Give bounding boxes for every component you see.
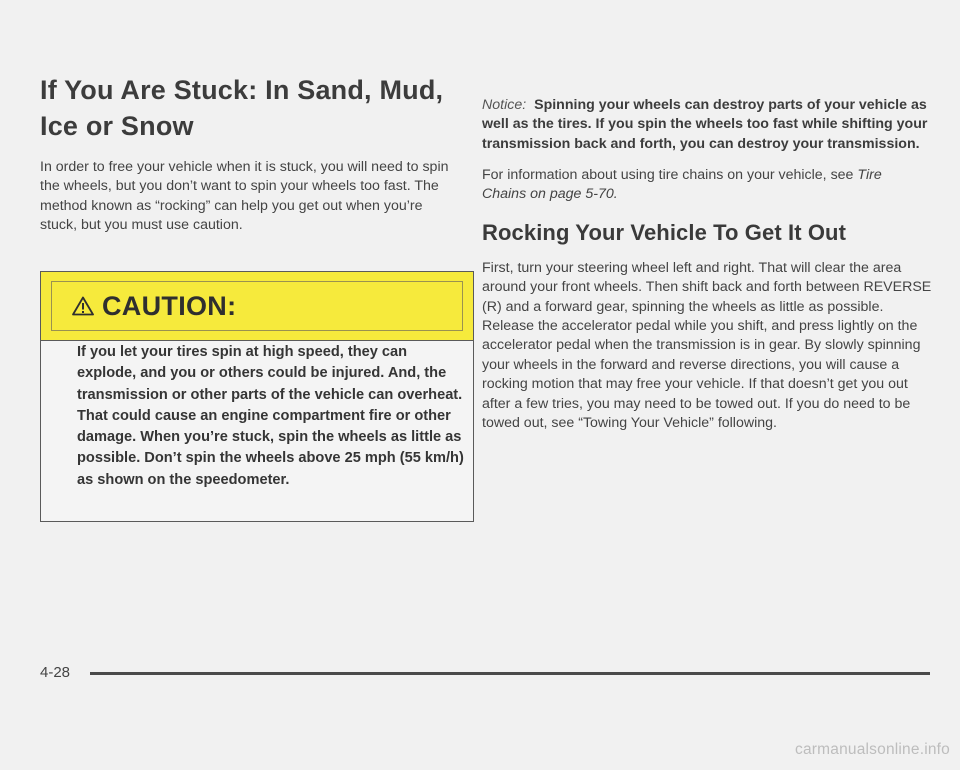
subsection-title: Rocking Your Vehicle To Get It Out [482, 219, 847, 245]
caution-box [40, 271, 474, 522]
caution-banner-inner [51, 281, 463, 331]
section-title: If You Are Stuck: In Sand, Mud, Ice or Snow [40, 75, 444, 141]
left-column [40, 72, 486, 236]
intro-paragraph: In order to free your vehicle when it is stuck, you will need to spin the wheels, but you don’t want to spin your wheels too fast. The method known as “rocking” can help you get out when you’re stuck, but you must use caution. [40, 159, 449, 234]
notice-label: Notice: [482, 97, 527, 113]
footer-divider [90, 672, 930, 675]
page-number: 4-28 [40, 664, 71, 681]
tire-chains-link[interactable]: Tire Chains on page 5-70. [482, 166, 882, 203]
tire-chains-reference [482, 166, 922, 205]
notice-text: Spinning your wheels can destroy parts of your vehicle as well as the tires. If you spin the wheels too fast while shifting your transmission back and forth, you can destroy your transmission. [482, 97, 928, 152]
notice-paragraph [482, 96, 934, 154]
rocking-paragraph: First, turn your steering wheel left and right. That will clear the area around your front wheels. Then shift back and forth between REVERSE (R) and a forward gear, spinning the wheels as little as possible. Release the accelerator pedal while you shift, and press lightly on the accelerator pedal when the transmission is in gear. By slowly spinning your wheels in the forward and reverse directions, you will cause a rocking motion that may free your vehicle. If that doesn’t get you out after a few tries, you may need to be towed out. If you do need to be towed out, see “Towing Your Vehicle” following. [482, 259, 932, 431]
caution-text: If you let your tires spin at high speed, they can explode, and you or others could be injured. And, the transmission or other parts of the vehicle can overheat. That could cause an engine compartment fire or other damage. When you’re stuck, spin the wheels as little as possible. Don’t spin the wheels above 25 mph (55 km/h) as shown on the speedometer. [77, 344, 464, 488]
site-watermark: carmanualsonline.info [795, 741, 950, 758]
caution-heading: CAUTION: [102, 290, 237, 321]
right-column [482, 96, 934, 433]
caution-banner [41, 272, 473, 341]
warning-triangle-icon [72, 296, 94, 316]
reference-text: For information about using tire chains on your vehicle, see [482, 166, 854, 183]
